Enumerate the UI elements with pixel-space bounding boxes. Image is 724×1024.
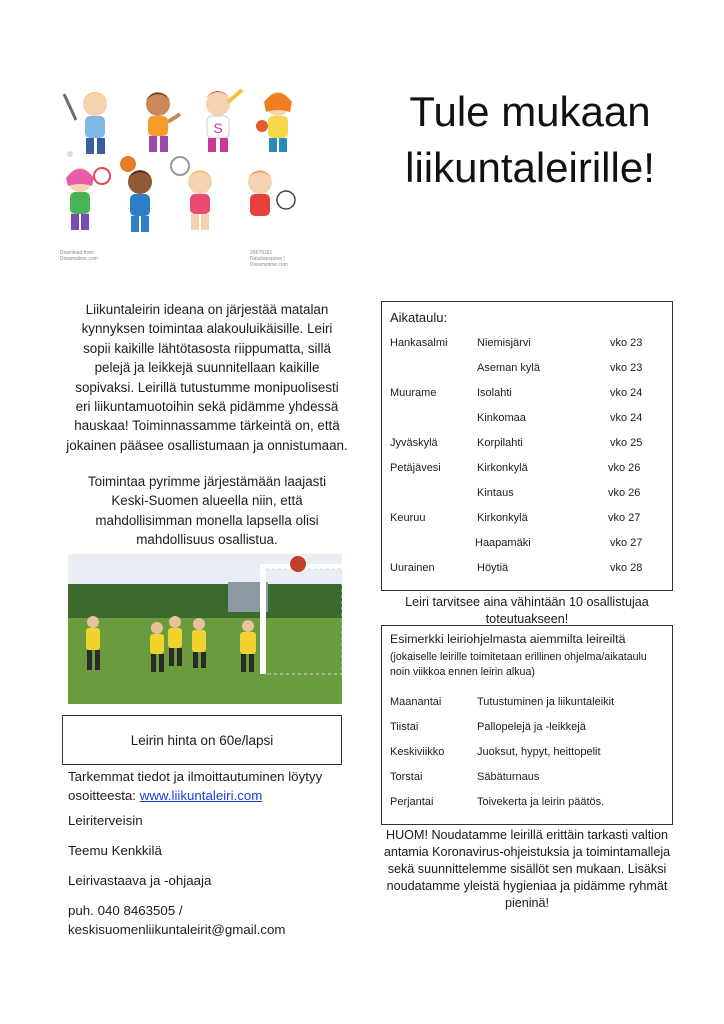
schedule-place: Höytiä [477,562,509,574]
info-block [68,767,358,805]
price-text: Leirin hinta on 60e/lapsi [130,732,274,748]
program-activity: Pallopelejä ja -leikkejä [477,721,586,733]
info-text: Tarkemmat tiedot ja ilmoittautuminen löytyy osoitteesta: [68,769,323,803]
schedule-place: Kirkonkylä [477,462,528,474]
schedule-place: Korpilahti [477,437,523,449]
program-activity: Toivekerta ja leirin päätös. [477,796,605,808]
kids-sports-illustration [50,82,312,268]
schedule-town: Muurame [390,387,437,399]
program-day: Torstai [390,771,423,783]
website-link[interactable]: www.liikuntaleiri.com [139,788,263,803]
schedule-week: vko 28 [610,562,643,574]
contact-role: Leirivastaava ja -ohjaaja [68,873,212,888]
intro-paragraph-2: Toimintaa pyrimme järjestämään laajasti Keski-Suomen alueella niin, että mahdollisimman monella lapsella olisi mahdollisuus osallistua. [87,474,327,548]
schedule-town: Jyväskylä [390,437,438,449]
schedule-heading: Aikataulu: [390,310,448,325]
schedule-town: Hankasalmi [390,337,448,349]
program-activity: Tutustuminen ja liikuntaleikit [477,696,615,708]
schedule-place: Niemisjärvi [477,337,531,349]
schedule-week: vko 27 [610,537,643,549]
program-day: Perjantai [390,796,434,808]
schedule-week: vko 25 [610,437,643,449]
program-day: Tiistai [390,721,419,733]
svg-text:S: S [213,120,223,136]
intro-paragraph-1: Liikuntaleirin ideana on järjestää matalan kynnyksen toimintaa alakouluikäisille. Leiri sopii kaikille lähtötasosta riippumatta, sillä pelejä ja leikkejä suunnitellaan kaikille sopivaksi. Leirillä tutustumme monipuolisesti eri liikuntamuotoihin sekä pidämme yhdessä hauskaa! Toiminnassamme tärkeintä on, että jokainen pääsee osallistumaan ja onnistumaan. [66,302,348,453]
schedule-town: Keuruu [390,512,426,524]
schedule-week: vko 26 [608,462,641,474]
schedule-week: vko 26 [608,487,641,499]
program-subnote: (jokaiselle leirille toimitetaan erillinen ohjelma/aikataulu noin viikkoa ennen leirin alkua) [390,651,647,678]
schedule-place: Kinkomaa [477,412,526,424]
watermark-right-line2: Nataliapopova | Dreamstime.com [250,256,288,268]
kid-golfer [64,92,107,157]
schedule-place: Kintaus [477,487,514,499]
schedule-place: Aseman kylä [477,362,540,374]
schedule-place: Haapamäki [475,537,531,549]
schedule-town: Uurainen [390,562,435,574]
watermark-left-line1: Download from [60,250,94,256]
min-participants-note: Leiri tarvitsee aina vähintään 10 osallistujaa toteutuakseen! [405,595,649,626]
schedule-place: Isolahti [477,387,512,399]
contact-phone: puh. 040 8463505 / [68,903,183,918]
schedule-box [381,301,673,591]
schedule-place: Kirkonkylä [477,512,528,524]
program-activity: Juoksut, hypyt, heittopelit [477,746,601,758]
program-day: Maanantai [390,696,442,708]
covid-note: HUOM! Noudatamme leirillä erittäin tarkasti valtion antamia Koronavirus-ohjeistuksia ja toimintamalleja sekä suunnittelemme sisällöt sen mukaan. Lisäksi noudatamme yleistä hygieniaa ja pidämme ryhmät pieninä! [383,828,671,910]
title-line2: liikuntaleirille! [405,144,655,191]
kids-cartoon-image [50,82,312,262]
program-day: Keskiviikko [390,746,445,758]
schedule-town: Petäjävesi [390,462,441,474]
program-box [381,625,673,825]
contact-email[interactable]: keskisuomenliikuntaleirit@gmail.com [68,922,286,937]
greeting: Leiriterveisin [68,813,143,828]
camp-photo [68,554,342,704]
schedule-week: vko 23 [610,362,643,374]
contact-name: Teemu Kenkkilä [68,843,162,858]
schedule-week: vko 24 [610,412,643,424]
price-box [62,715,342,765]
title-line1: Tule mukaan [409,88,651,135]
program-activity: Säbäturnaus [477,771,540,783]
watermark-right-line1: 26679181 [250,250,273,256]
football-field-photo [68,554,342,704]
schedule-week: vko 23 [610,337,643,349]
schedule-week: vko 27 [608,512,641,524]
program-heading: Esimerkki leiriohjelmasta aiemmilta leireiltä [390,632,626,646]
schedule-week: vko 24 [610,387,643,399]
page-title [372,84,688,196]
watermark-left-line2: Dreamstime.com [60,256,98,262]
